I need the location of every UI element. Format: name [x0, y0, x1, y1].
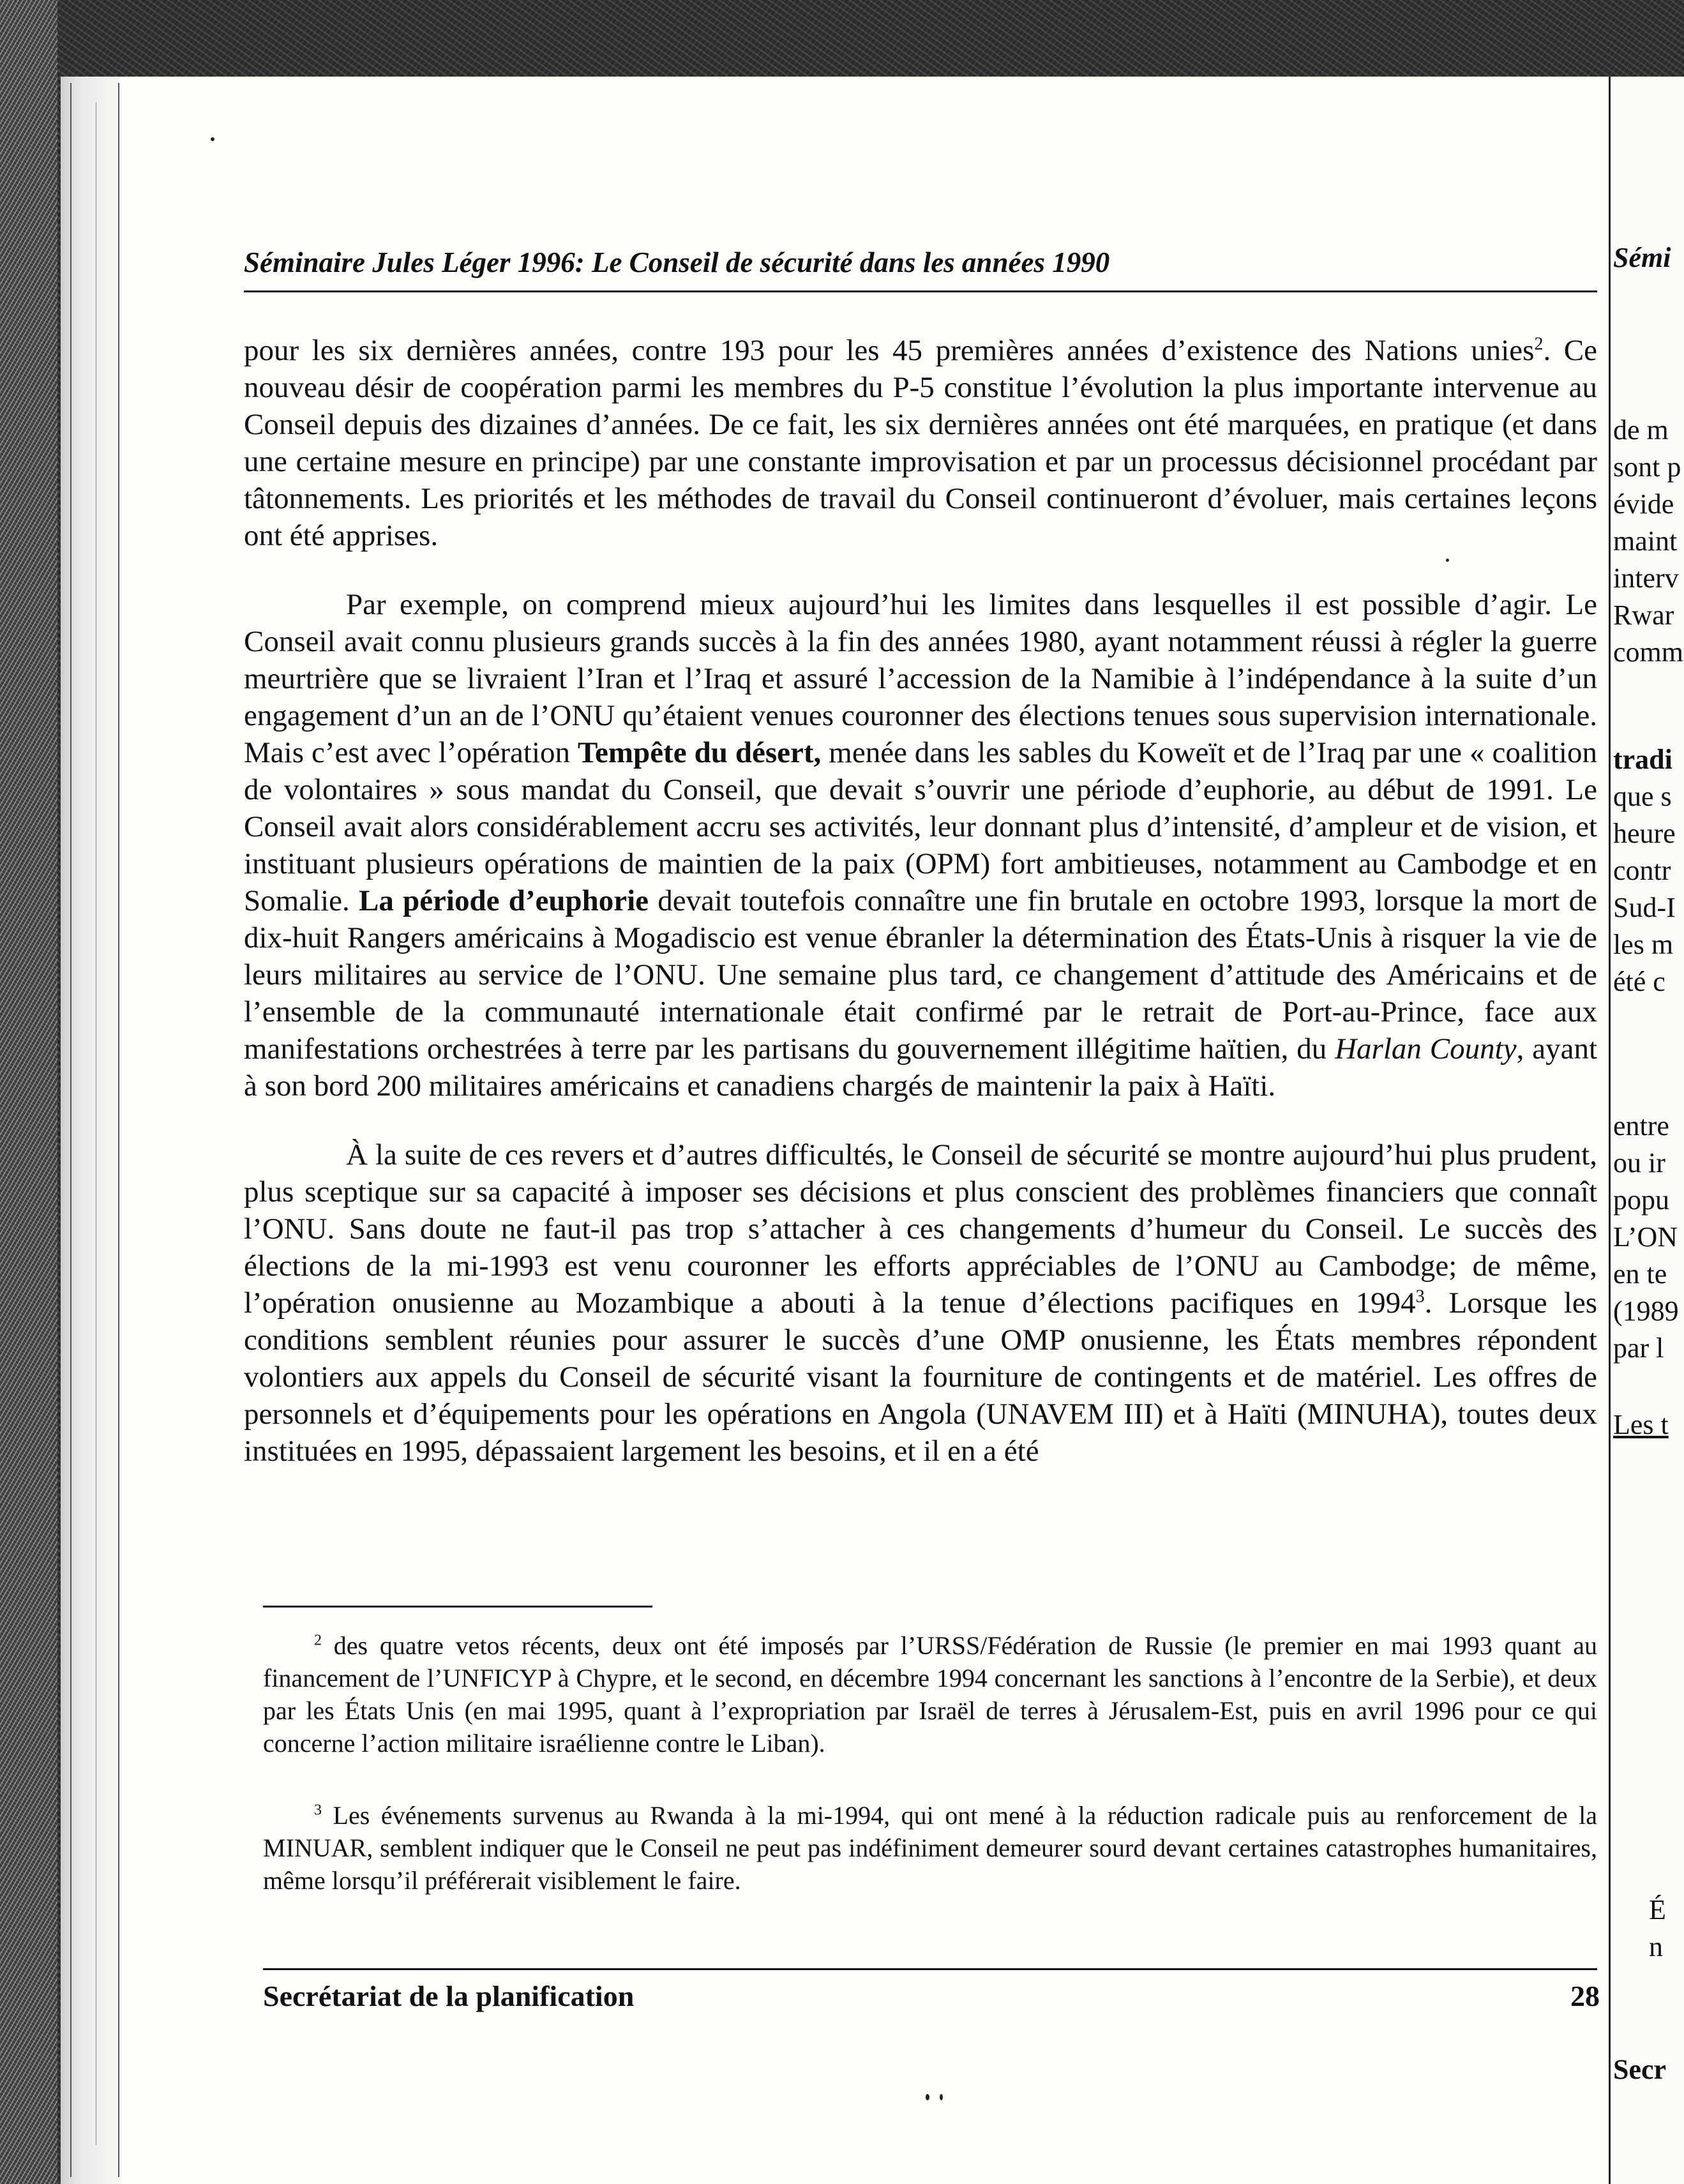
facing-page-line: tradi [1613, 744, 1673, 775]
ship-name: Harlan County [1335, 1032, 1517, 1066]
facing-page-line: contr [1613, 855, 1671, 886]
paragraph-text: . Lorsque les conditions semblent réunies pour assurer le succès d’une OMP onusienne, les États membres répondent volontiers aux appels du Conseil de sécurité visant la fourniture de contingents et de matériel. Les offres de personnels et d’équipements pour les opérations en Angola (UNAVEM III) et à Haïti (MINUHA), toutes deux instituées en 1995, dépassaient largement les besoins, et il en a été [244, 1286, 1597, 1468]
footnote-2 [263, 1629, 1597, 1759]
facing-page-line: interv [1613, 562, 1679, 594]
book-edge [0, 0, 57, 2184]
footnote-marker: 3 [314, 1802, 322, 1819]
facing-page-line: Secr [1613, 2054, 1667, 2085]
facing-page-line: É [1649, 1894, 1666, 1925]
paragraph-text: menée dans les sables du Koweït et de l’Iraq par une « coalition de volontaires » sous mandat du Conseil, que devait s’ouvrir une période d’euphorie, au début de 1991. Le Conseil avait alors considérablement accru ses activités, leur donnant plus d’intensité, d’ampleur et de vision, et instituant plusieurs opérations de maintien de la paix (OPM) fort ambitieuses, notamment au Cambodge et en Somalie. [244, 736, 1597, 917]
paragraph-text: Par exemple, on comprend mieux aujourd’hui les limites dans lesquelles il est possible d’agir. Le Conseil avait connu plusieurs grands succès à la fin des années 1980, ayant notamment réussi à régler la guerre meurtrière que se livraient l’Iran et l’Iraq et assuré l’accession de la Namibie à l’indépendance à la suite d’un engagement d’un an de l’ONU qu’étaient venues couronner des élections tenues sous supervision internationale. Mais c’est avec l’opération [244, 588, 1597, 769]
footer-rule [263, 1968, 1597, 1970]
footnote-text: des quatre vetos récents, deux ont été imposés par l’URSS/Fédération de Russie (le premier en mai 1993 quant au financement de l’UNFICYP à Chypre, et le second, en décembre 1994 concernant les sanctions à l’encontre de la Serbie), et deux par les États Unis (en mai 1995, quant à l’expropriation par Israël de terres à Jérusalem-Est, puis en avril 1996 pour ce qui concerne l’action militaire israélienne contre le Liban). [263, 1631, 1597, 1758]
facing-page-line: en te [1613, 1258, 1667, 1290]
facing-page-line: L’ON [1613, 1221, 1678, 1253]
facing-page-line: Rwar [1613, 599, 1674, 631]
bold-phrase: La période d’euphorie [359, 884, 649, 917]
body-text [244, 332, 1597, 1470]
footnote-marker: 2 [314, 1632, 322, 1649]
facing-page-line: heure [1613, 818, 1676, 849]
paragraph-text: , ayant à son bord 200 militaires américains et canadiens chargés de maintenir la paix à Haïti. [244, 1032, 1598, 1103]
scan-speck [1446, 559, 1449, 562]
facing-page-line: Sud-I [1613, 892, 1676, 923]
facing-page-line: que s [1613, 781, 1672, 812]
facing-page-line: (1989 [1613, 1295, 1679, 1327]
paragraph-3 [244, 1136, 1597, 1470]
facing-page-line: popu [1613, 1184, 1669, 1216]
footer-label: Secrétariat de la planification [263, 1980, 635, 2012]
paragraph-text: À la suite de ces revers et d’autres difficultés, le Conseil de sécurité se montre aujourd’hui plus prudent, plus sceptique sur sa capacité à imposer ses décisions et plus conscient des problèmes financiers que connaît l’ONU. Sans doute ne faut-il pas trop s’attacher à ces changements d’humeur du Conseil. Le succès des élections de la mi-1993 est venu couronner les efforts appréciables de l’ONU au Cambodge; de même, l’opération onusienne au Mozambique a abouti à la tenue d’élections pacifiques en 1994 [244, 1138, 1597, 1320]
facing-page-line: par l [1613, 1332, 1664, 1364]
facing-page-line: été c [1613, 966, 1665, 997]
facing-page-line: entre [1613, 1110, 1669, 1141]
scan-speck [211, 137, 214, 141]
paragraph-1 [244, 332, 1597, 554]
bold-phrase: Tempête du désert, [578, 736, 822, 769]
facing-page-header: Sémi [1613, 242, 1671, 273]
facing-page-line: les m [1613, 929, 1674, 960]
paragraph-text: . Ce nouveau désir de coopération parmi les membres du P-5 constitue l’évolution la plus importante intervenue au Conseil depuis des dizaines d’années. De ce fait, les six dernières années ont été marquées, en pratique (et dans une certaine mesure en principe) par une constante improvisation et par un processus décisionnel procédant par tâtonnements. Les priorités et les méthodes de travail du Conseil continueront d’évoluer, mais certaines leçons ont été apprises. [244, 334, 1597, 552]
scan-speck [926, 2094, 929, 2100]
footnote-text: Les événements survenus au Rwanda à la mi-1994, qui ont mené à la réduction radicale puis au renforcement de la MINUAR, semblent indiquer que le Conseil ne peut pas indéfiniment demeurer sourd devant certaines catastrophes humanitaires, même lorsqu’il préférerait visiblement le faire. [263, 1801, 1597, 1895]
paragraph-text: devait toutefois connaître une fin brutale en octobre 1993, lorsque la mort de dix-huit Rangers américains à Mogadiscio est venue ébranler la détermination des États-Unis à risquer la vie de leurs militaires au service de l’ONU. Une semaine plus tard, ce changement d’attitude des Américains et de l’ensemble de la communauté internationale était confirmé par le retrait de Port-au-Prince, face aux manifestations orchestrées à terre par les partisans du gouvernement illégitime haïtien, du [244, 884, 1597, 1066]
facing-page-line: ou ir [1613, 1147, 1665, 1179]
running-header: Séminaire Jules Léger 1996: Le Conseil de sécurité dans les années 1990 [244, 246, 1110, 278]
gutter-line [118, 83, 119, 2177]
paragraph-text: pour les six dernières années, contre 193 pour les 45 premières années d’existence des Nations unies [244, 334, 1535, 367]
footnote-ref: 3 [1415, 1286, 1425, 1307]
facing-page-line: Les t [1613, 1409, 1669, 1440]
facing-page-line: maint [1613, 525, 1678, 557]
header-rule [244, 290, 1597, 292]
paragraph-2 [244, 586, 1597, 1104]
scan-speck [940, 2094, 943, 2100]
gutter-line [70, 83, 71, 2177]
facing-page-line: n [1649, 1931, 1663, 1962]
footnote-ref: 2 [1534, 334, 1544, 354]
facing-page-line: comm [1613, 636, 1683, 668]
facing-page [1609, 77, 1684, 2184]
facing-page-line: de m [1613, 414, 1669, 446]
footnote-3 [263, 1799, 1597, 1897]
facing-page-line: sont p [1613, 451, 1681, 483]
page-number: 28 [1570, 1980, 1600, 2012]
facing-page-line: évide [1613, 488, 1674, 520]
footnote-separator [263, 1606, 652, 1608]
